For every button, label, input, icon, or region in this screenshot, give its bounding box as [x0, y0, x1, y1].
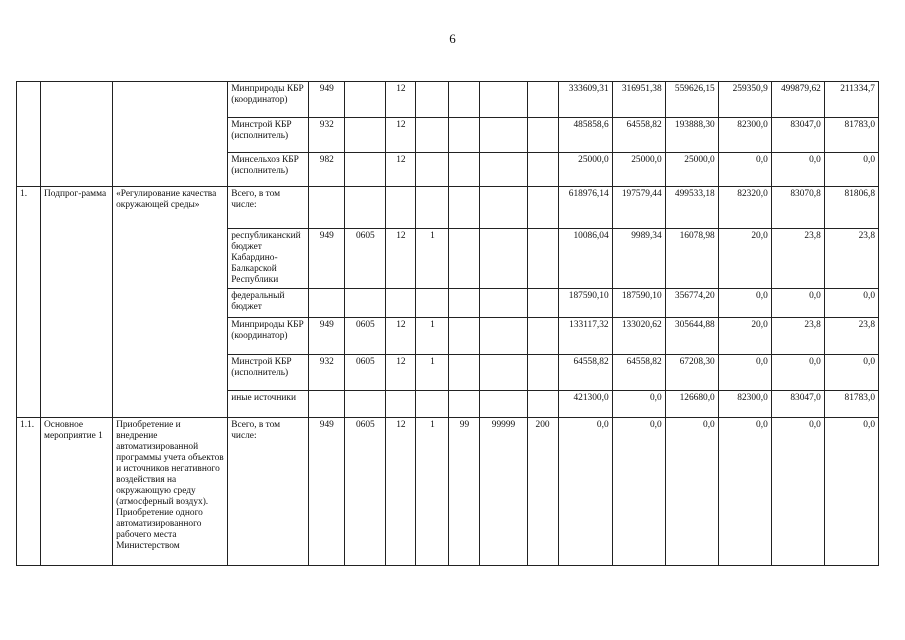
pr-cell: 12	[386, 418, 416, 566]
program-name: Основное мероприятие 1	[41, 418, 113, 566]
pr-cell	[386, 391, 416, 418]
target-article-3	[480, 289, 527, 318]
year-4-value: 20,0	[718, 318, 771, 355]
year-4-value: 20,0	[718, 229, 771, 289]
table-row	[17, 187, 879, 229]
program-title: Приобретение и внедрение автоматизированной программы учета объектов и источников негативного воздействия на окружающую среду (атмосферный воздух). Приобретение одного автоматизированного рабочего места Министерством	[113, 418, 228, 566]
target-article-1	[416, 391, 449, 418]
grbs-cell	[309, 289, 345, 318]
year-3-value: 499533,18	[665, 187, 718, 229]
year-6-value: 23,8	[824, 318, 878, 355]
page-number: 6	[449, 31, 456, 46]
rz-cell: 0605	[345, 418, 386, 566]
year-1-value: 421300,0	[558, 391, 612, 418]
target-article-2	[449, 118, 480, 153]
year-3-value: 305644,88	[665, 318, 718, 355]
expense-type-cell	[527, 289, 558, 318]
year-4-value: 0,0	[718, 355, 771, 391]
year-3-value: 356774,20	[665, 289, 718, 318]
grbs-cell: 932	[309, 355, 345, 391]
target-article-1	[416, 118, 449, 153]
rz-cell	[345, 289, 386, 318]
target-article-3	[480, 187, 527, 229]
grbs-cell: 949	[309, 229, 345, 289]
program-title: «Регулирование качества окружающей среды»	[113, 187, 228, 418]
target-article-3	[480, 82, 527, 118]
budget-table	[16, 81, 879, 566]
year-1-value: 333609,31	[558, 82, 612, 118]
year-1-value: 25000,0	[558, 153, 612, 187]
year-3-value: 126680,0	[665, 391, 718, 418]
year-5-value: 83070,8	[771, 187, 824, 229]
pr-cell	[386, 187, 416, 229]
year-2-value: 0,0	[612, 418, 665, 566]
grbs-cell	[309, 187, 345, 229]
rz-cell	[345, 153, 386, 187]
target-article-1: 1	[416, 318, 449, 355]
target-article-2	[449, 229, 480, 289]
target-article-1: 1	[416, 418, 449, 566]
year-4-value: 259350,9	[718, 82, 771, 118]
program-name	[41, 82, 113, 187]
rz-cell	[345, 391, 386, 418]
grbs-cell: 949	[309, 82, 345, 118]
year-5-value: 83047,0	[771, 391, 824, 418]
target-article-3	[480, 355, 527, 391]
target-article-1	[416, 289, 449, 318]
target-article-2	[449, 82, 480, 118]
target-article-1: 1	[416, 355, 449, 391]
expense-type-cell	[527, 355, 558, 391]
year-1-value: 0,0	[558, 418, 612, 566]
expense-type-cell	[527, 229, 558, 289]
executor-cell: Минприроды КБР (координатор)	[228, 318, 309, 355]
pr-cell: 12	[386, 318, 416, 355]
year-6-value: 0,0	[824, 418, 878, 566]
target-article-1	[416, 153, 449, 187]
year-5-value: 0,0	[771, 289, 824, 318]
row-number: 1.	[17, 187, 41, 418]
year-6-value: 0,0	[824, 355, 878, 391]
executor-cell: республиканский бюджет Кабардино-Балкарской Республики	[228, 229, 309, 289]
year-1-value: 133117,32	[558, 318, 612, 355]
target-article-1	[416, 82, 449, 118]
year-4-value: 0,0	[718, 418, 771, 566]
year-6-value: 81806,8	[824, 187, 878, 229]
year-2-value: 9989,34	[612, 229, 665, 289]
year-3-value: 16078,98	[665, 229, 718, 289]
rz-cell: 0605	[345, 229, 386, 289]
expense-type-cell	[527, 391, 558, 418]
grbs-cell: 949	[309, 318, 345, 355]
year-6-value: 0,0	[824, 289, 878, 318]
expense-type-cell: 200	[527, 418, 558, 566]
year-3-value: 0,0	[665, 418, 718, 566]
row-number	[17, 82, 41, 187]
grbs-cell: 982	[309, 153, 345, 187]
year-2-value: 187590,10	[612, 289, 665, 318]
year-6-value: 81783,0	[824, 391, 878, 418]
year-1-value: 64558,82	[558, 355, 612, 391]
grbs-cell	[309, 391, 345, 418]
year-4-value: 0,0	[718, 153, 771, 187]
pr-cell: 12	[386, 153, 416, 187]
rz-cell	[345, 118, 386, 153]
rz-cell: 0605	[345, 318, 386, 355]
year-6-value: 211334,7	[824, 82, 878, 118]
year-1-value: 187590,10	[558, 289, 612, 318]
year-6-value: 23,8	[824, 229, 878, 289]
row-number: 1.1.	[17, 418, 41, 566]
target-article-3	[480, 391, 527, 418]
year-4-value: 82300,0	[718, 391, 771, 418]
pr-cell	[386, 289, 416, 318]
expense-type-cell	[527, 118, 558, 153]
year-1-value: 485858,6	[558, 118, 612, 153]
target-article-2	[449, 187, 480, 229]
year-2-value: 0,0	[612, 391, 665, 418]
rz-cell	[345, 82, 386, 118]
executor-cell: Всего, в том числе:	[228, 418, 309, 566]
executor-cell: Минстрой КБР (исполнитель)	[228, 118, 309, 153]
table-row	[17, 418, 879, 566]
target-article-3	[480, 318, 527, 355]
target-article-2	[449, 391, 480, 418]
year-6-value: 0,0	[824, 153, 878, 187]
year-5-value: 23,8	[771, 318, 824, 355]
year-5-value: 0,0	[771, 418, 824, 566]
year-6-value: 81783,0	[824, 118, 878, 153]
year-1-value: 10086,04	[558, 229, 612, 289]
year-2-value: 316951,38	[612, 82, 665, 118]
expense-type-cell	[527, 82, 558, 118]
target-article-1	[416, 187, 449, 229]
program-name: Подпрог-рамма	[41, 187, 113, 418]
pr-cell: 12	[386, 118, 416, 153]
target-article-3: 99999	[480, 418, 527, 566]
target-article-2	[449, 153, 480, 187]
year-2-value: 197579,44	[612, 187, 665, 229]
year-5-value: 23,8	[771, 229, 824, 289]
executor-cell: федеральный бюджет	[228, 289, 309, 318]
year-4-value: 82320,0	[718, 187, 771, 229]
year-2-value: 64558,82	[612, 355, 665, 391]
year-3-value: 193888,30	[665, 118, 718, 153]
rz-cell	[345, 187, 386, 229]
target-article-1: 1	[416, 229, 449, 289]
year-5-value: 83047,0	[771, 118, 824, 153]
year-4-value: 82300,0	[718, 118, 771, 153]
executor-cell: Минстрой КБР (исполнитель)	[228, 355, 309, 391]
executor-cell: Минсельхоз КБР (исполнитель)	[228, 153, 309, 187]
year-4-value: 0,0	[718, 289, 771, 318]
target-article-2	[449, 289, 480, 318]
year-5-value: 0,0	[771, 355, 824, 391]
executor-cell: Минприроды КБР (координатор)	[228, 82, 309, 118]
rz-cell: 0605	[345, 355, 386, 391]
target-article-3	[480, 229, 527, 289]
target-article-3	[480, 153, 527, 187]
year-5-value: 499879,62	[771, 82, 824, 118]
pr-cell: 12	[386, 355, 416, 391]
year-1-value: 618976,14	[558, 187, 612, 229]
grbs-cell: 932	[309, 118, 345, 153]
program-title	[113, 82, 228, 187]
year-3-value: 67208,30	[665, 355, 718, 391]
executor-cell: Всего, в том числе:	[228, 187, 309, 229]
expense-type-cell	[527, 318, 558, 355]
pr-cell: 12	[386, 229, 416, 289]
target-article-3	[480, 118, 527, 153]
target-article-2	[449, 318, 480, 355]
executor-cell: иные источники	[228, 391, 309, 418]
pr-cell: 12	[386, 82, 416, 118]
expense-type-cell	[527, 187, 558, 229]
year-2-value: 64558,82	[612, 118, 665, 153]
target-article-2: 99	[449, 418, 480, 566]
expense-type-cell	[527, 153, 558, 187]
year-2-value: 133020,62	[612, 318, 665, 355]
year-3-value: 559626,15	[665, 82, 718, 118]
year-3-value: 25000,0	[665, 153, 718, 187]
target-article-2	[449, 355, 480, 391]
grbs-cell: 949	[309, 418, 345, 566]
table-row	[17, 82, 879, 118]
year-2-value: 25000,0	[612, 153, 665, 187]
year-5-value: 0,0	[771, 153, 824, 187]
